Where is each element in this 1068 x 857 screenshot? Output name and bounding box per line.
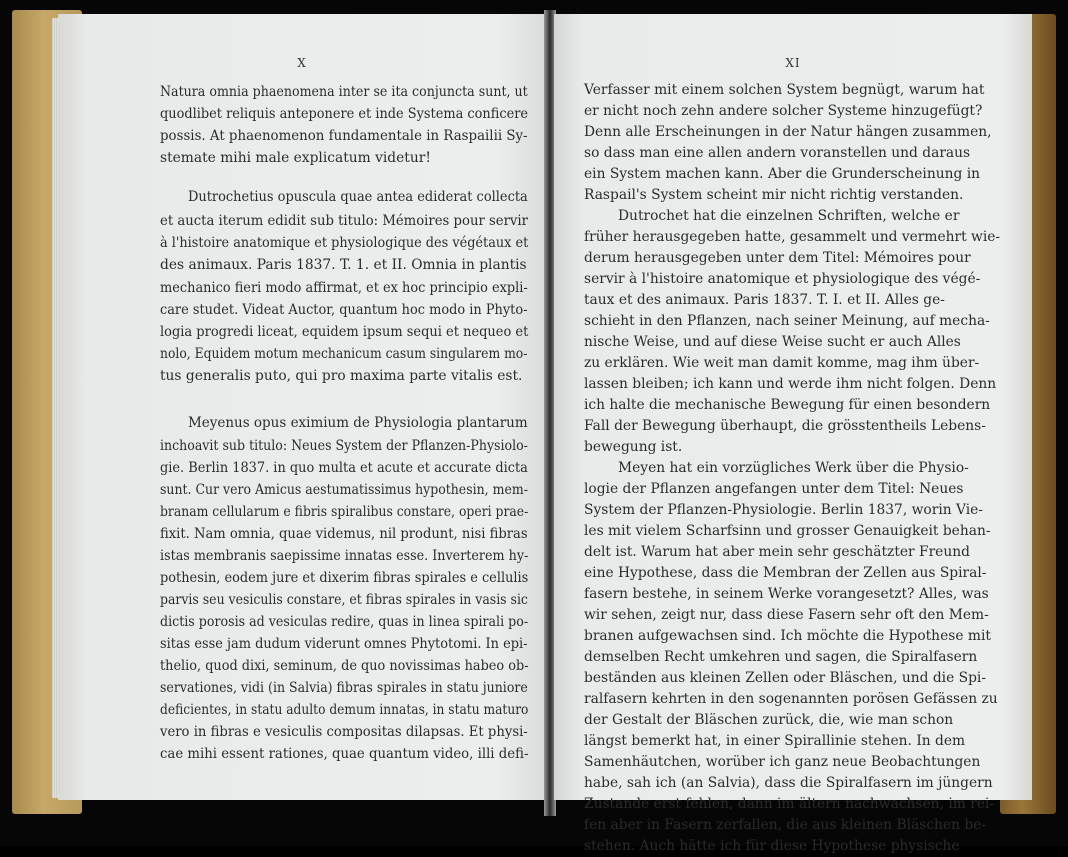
text-line: Verfasser mit einem solchen System begnügt, warum hat: [584, 82, 985, 98]
text-line: à l'histoire anatomique et physiologique des végétaux et: [160, 235, 529, 251]
text-line: istas membranis saepissime innatas esse. Inverterem hy-: [160, 548, 529, 564]
text-line: deficientes, in statu adulto demum innatas, in statu maturo: [160, 702, 529, 718]
text-line: Dutrochet hat die einzelnen Schriften, welche er: [618, 208, 960, 224]
text-line: System der Pflanzen-Physiologie. Berlin 1837, worin Vie-: [584, 502, 983, 518]
right-page: [554, 14, 1032, 854]
text-line: derum herausgegeben unter dem Titel: Mémoires pour: [584, 250, 971, 266]
text-line: eine Hypothese, dass die Membran der Zellen aus Spiral-: [584, 565, 987, 581]
text-line: care studet. Videat Auctor, quantum hoc modo in Phyto-: [160, 302, 528, 318]
text-line: parvis seu vesiculis constare, et fibras spirales in vasis sic: [160, 592, 528, 608]
text-line: ralfasern kehrten in den sogenannten porösen Gefässen zu: [584, 691, 998, 707]
text-line: zu erklären. Wie weit man damit komme, mag ihm über-: [584, 355, 980, 371]
text-line: nische Weise, und auf diese Weise sucht er auch Alles: [584, 334, 961, 350]
text-line: Denn alle Erscheinungen in der Natur hängen zusammen,: [584, 124, 992, 140]
page-number: X: [297, 56, 307, 70]
text-line: fen aber in Fasern zerfallen, die aus kleinen Bläschen be-: [584, 817, 987, 833]
text-line: habe, sah ich (an Salvia), dass die Spiralfasern im jüngern: [584, 775, 993, 791]
text-line: Samenhäutchen, worüber ich ganz neue Beobachtungen: [584, 754, 981, 770]
text-line: Fall der Bewegung überhaupt, die grösstentheils Lebens-: [584, 418, 986, 434]
text-line: Dutrochetius opuscula quae antea ediderat collecta: [188, 189, 528, 205]
text-line: tus generalis puto, qui pro maxima parte vitalis est.: [160, 368, 523, 384]
text-line: les mit vielem Scharfsinn und grosser Genauigkeit behan-: [584, 523, 991, 539]
text-line: dictis porosis ad vesiculas redire, quas in linea spirali po-: [160, 614, 529, 630]
text-line: so dass man eine allen andern voranstellen und daraus: [584, 145, 971, 161]
text-line: des animaux. Paris 1837. T. 1. et II. Omnia in plantis: [160, 257, 527, 273]
text-line: branam cellularum e fibris spiralibus constare, operi prae-: [160, 504, 529, 520]
text-line: delt ist. Warum hat aber mein sehr geschätzter Freund: [584, 544, 970, 560]
text-line: Zustande erst fehlen, dann im ältern nachwachsen, im rei-: [584, 796, 995, 812]
text-line: branen aufgewachsen sind. Ich möchte die Hypothese mit: [584, 628, 991, 644]
left-page: [58, 14, 546, 800]
text-line: demselben Recht umkehren und sagen, die Spiralfasern: [584, 649, 978, 665]
text-line: Raspail's System scheint mir nicht richtig verstanden.: [584, 187, 964, 203]
text-line: der Gestalt der Bläschen zurück, die, wie man schon: [584, 712, 954, 728]
text-line: fasern bestehe, in seinem Werke vorangesetzt? Alles, was: [584, 586, 989, 602]
text-line: taux et des animaux. Paris 1837. T. I. et II. Alles ge-: [584, 292, 945, 308]
text-line: stehen. Auch hätte ich für diese Hypothese physische: [584, 838, 960, 854]
text-line: cae mihi essent rationes, quae quantum video, illi defi-: [160, 746, 529, 762]
text-line: Natura omnia phaenomena inter se ita conjuncta sunt, ut: [160, 84, 528, 100]
text-line: mechanico fieri modo affirmat, et ex hoc principio expli-: [160, 280, 528, 296]
text-line: sitas esse jam dudum viderunt omnes Phytotomi. In epi-: [160, 636, 528, 652]
text-line: quodlibet reliquis anteponere et inde Systema conficere: [160, 106, 529, 122]
text-line: servir à l'histoire anatomique et physiologique des végé-: [584, 271, 981, 287]
text-line: früher herausgegeben hatte, gesammelt und vermehrt wie-: [584, 229, 1001, 245]
text-line: Meyenus opus eximium de Physiologia plantarum: [188, 415, 528, 431]
text-line: servationes, vidi (in Salvia) fibras spirales in statu juniore: [160, 680, 528, 696]
text-line: nolo, Equidem motum mechanicum casum singularem mo-: [160, 346, 528, 362]
text-line: pothesin, eodem jure et dixerim fibras spirales e cellulis: [160, 570, 529, 586]
text-line: fixit. Nam omnia, quae videmus, nil produnt, nisi fibras: [160, 526, 528, 542]
text-line: schieht in den Pflanzen, nach seiner Meinung, auf mecha-: [584, 313, 990, 329]
text-line: längst bemerkt hat, in einer Spirallinie stehen. In dem: [584, 733, 966, 749]
text-line: Meyen hat ein vorzügliches Werk über die Physio-: [618, 460, 969, 476]
text-line: inchoavit sub titulo: Neues System der Pflanzen-Physiolo-: [160, 438, 528, 454]
text-line: possis. At phaenomenon fundamentale in Raspailii Sy-: [160, 128, 528, 144]
text-line: lassen bleiben; ich kann und werde ihm nicht folgen. Denn: [584, 376, 997, 392]
text-line: logia progredi liceat, equidem ipsum sequi et nequeo et: [160, 324, 529, 340]
text-line: vero in fibras e vesiculis compositas dilapsas. Et physi-: [160, 724, 528, 740]
text-line: stemate mihi male explicatum videtur!: [160, 150, 431, 166]
text-line: sunt. Cur vero Amicus aestumatissimus hypothesin, mem-: [160, 482, 528, 498]
page-number: XI: [785, 56, 801, 70]
text-line: wir sehen, zeigt nur, dass diese Fasern sehr oft den Mem-: [584, 607, 989, 623]
text-line: beständen aus kleinen Zellen oder Bläschen, und die Spi-: [584, 670, 986, 686]
text-line: er nicht noch zehn andere solcher Systeme hinzugefügt?: [584, 103, 983, 119]
text-line: et aucta iterum edidit sub titulo: Mémoires pour servir: [160, 213, 528, 229]
text-line: logie der Pflanzen angefangen unter dem Titel: Neues: [584, 481, 964, 497]
text-line: ein System machen kann. Aber die Grunderscheinung in: [584, 166, 981, 182]
text-line: thelio, quod dixi, seminum, de quo novissimas habeo ob-: [160, 658, 529, 674]
text-line: bewegung ist.: [584, 439, 683, 455]
text-line: gie. Berlin 1837. in quo multa et acute et accurate dicta: [160, 460, 528, 476]
text-line: ich halte die mechanische Bewegung für einen besondern: [584, 397, 991, 413]
